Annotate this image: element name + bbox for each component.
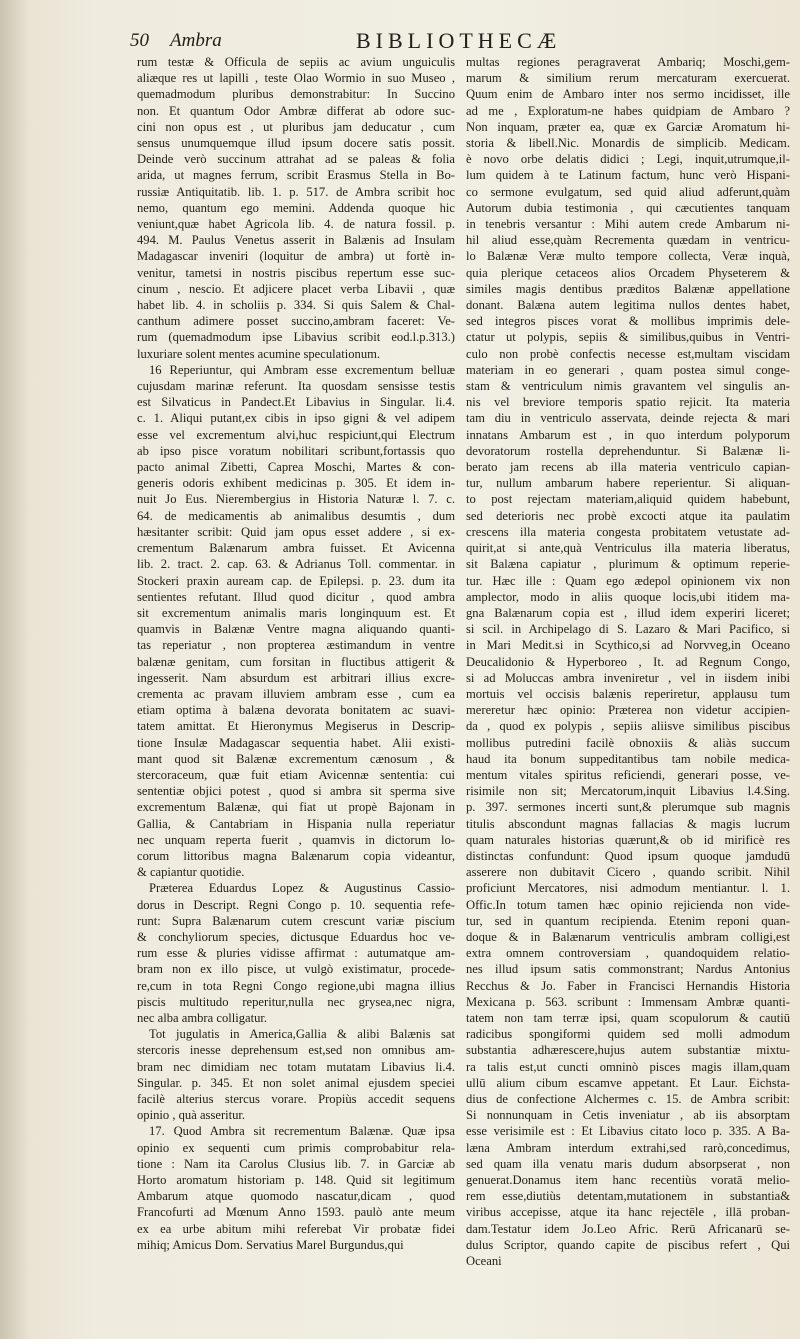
text-line: est Silvaticus in Pandect.Et Libavius in Singular. li.4.: [137, 395, 455, 410]
text-line: Præterea Eduardus Lopez & Augustinus Cassio-: [149, 881, 455, 896]
text-line: nes illud ipsum satis commonstrant; Nardus Antonius: [466, 962, 790, 977]
text-line: hil aliud esse,quàm Recrementa quædam in ventricu-: [466, 233, 790, 248]
text-line: piscis multitudo reperitur,nulla nec grysea,nec nigra,: [137, 994, 455, 1009]
text-line: Non inquam, præter ea, quæ ex Garciæ Aromatum hi-: [466, 119, 790, 134]
text-line: habet lib. 4. in scholiis p. 334. Si quis Salem & Chal-: [137, 298, 455, 313]
text-line: crementa ac pravam illuviem ambram esse , cum ea: [137, 686, 455, 701]
text-line: storia & libell.Nic. Monardis de simplicib. Medicam.: [466, 136, 790, 151]
text-line: crescens illa materia congesta probitatem vetustate ad-: [466, 524, 790, 539]
text-line: veniunt,quæ habet Agricola lib. 4. de natura fossil. p.: [137, 217, 455, 232]
text-line: donant. Balæna autem legitima nullos dentes habet,: [466, 298, 790, 313]
text-line: multas regiones peragraverat Ambariq; Moschi,gem-: [466, 55, 790, 69]
text-line: hæsitanter scribit: Quid jam opus esset addere , si ex-: [137, 524, 455, 539]
text-line: 64. de medicamentis ab animalibus desumtis , dum: [137, 508, 455, 523]
text-line: tatem non tam terræ ipsi, quam scopulorum & cautiū: [466, 1010, 790, 1025]
text-line: innatans Ambarum est , in quo interdum polyporum: [466, 427, 790, 442]
text-line: ullū alium cibum escamve appetant. Et Laur. Eichsta-: [466, 1075, 790, 1090]
text-line: quirit,at si ante,quà Ventriculus illa materia liberatus,: [466, 541, 790, 556]
text-line: si scil. in Archipelago di S. Lazaro & Mari Pacifico, si: [466, 622, 790, 637]
running-title: BIBLIOTHECÆ: [356, 28, 562, 53]
text-line: lo Balænæ Veræ multo tempore collecta, Veræ inquà,: [466, 249, 790, 264]
text-line: Singular. p. 345. Et non solet animal ejusdem speciei: [137, 1075, 455, 1090]
text-line: 16 Reperiuntur, qui Ambram esse excrementum belluæ: [149, 362, 455, 377]
text-line: facilè alterius stercus vorare. Propiùs accedit sequens: [137, 1092, 455, 1106]
left-text-column: [137, 54, 455, 1253]
text-line: mereretur hæc opinio: Præterea non videtur accipien-: [466, 703, 790, 718]
text-line: mentum vitales spiritus reficiendi, generari posse, ve-: [466, 767, 790, 782]
text-line: re,cum in tota Regni Congo regione,ubi magna illius: [137, 978, 455, 993]
text-line: nuit Jo Eus. Nierembergius in Historia Naturæ l. 7. c.: [137, 492, 455, 507]
text-line: Francofurti ad Mœnum Anno 1593. paulò ante meum: [137, 1205, 455, 1220]
text-line: in Mari Medit.si in Scythico,si ad Norvveg,in Oceano: [466, 638, 790, 653]
text-line: russiæ Antiquitatib. lib. 1. p. 517. de Ambra scribit hoc: [137, 184, 455, 199]
text-line: opinio ex sequenti cum primis comprobabitur rela-: [137, 1140, 455, 1155]
text-line: stam & ventriculum nimis gravantem vel singulis an-: [466, 379, 790, 394]
text-line: Deinde verò succinum attrahat ad se paleas & folia: [137, 152, 455, 167]
text-line: & conchyliorum species, dictusque Eduardus hoc ve-: [137, 929, 455, 944]
text-line: balænæ genitam, cum forsitan in fluctibus attigerit &: [137, 654, 455, 669]
text-line: dius de confectione Alchermes c. 15. de Ambra scribit:: [466, 1092, 790, 1106]
text-line: tur, nullum ambarum habere reperientur. Si aliquan-: [466, 476, 790, 491]
text-line: devoratorum rostella deprehenduntur. Si Balænæ li-: [466, 443, 790, 458]
text-line: tione : Nam ita Carolus Clusius lib. 7. in Garciæ ab: [137, 1156, 455, 1171]
text-line: titulis abscondunt magnas fallacias & magis lucrum: [466, 816, 790, 831]
text-line: mortuis vel occisis balænis reperiretur, applausu tum: [466, 686, 790, 701]
text-line: sensus unumquemque illud ipsum docere satis possit.: [137, 136, 455, 151]
text-line: generis odoris exhibent medicinas p. 305. Et idem in-: [137, 476, 455, 491]
text-line: rum testæ & Officula de sepiis ac avium unguiculis: [137, 55, 455, 69]
text-line: sed integros pisces vorat & mollibus imprimis dele-: [466, 314, 790, 329]
text-line: arida, ut magnes ferrum, scribit Erasmus Stella in Bo-: [137, 168, 455, 183]
text-line: asserere non dubitavit Cicero , quando scribit. Nihil: [466, 865, 790, 880]
text-line: tur. Hæc ille : Quam ego ædepol opinionem vix non: [466, 573, 790, 588]
running-head-italic: Ambra: [170, 30, 222, 51]
page-number: 50: [130, 30, 149, 51]
text-line: distinctas confundunt: Quod ipsum quoque jamdudū: [466, 848, 790, 863]
text-line: si ad Moluccas ambra inveniretur , vel in iisdem inibi: [466, 670, 790, 685]
text-line: quamvis in Balænæ Ventre magna aliquando quanti-: [137, 622, 455, 637]
text-line: & capiantur quotidie.: [137, 865, 245, 880]
text-line: c. 1. Aliqui putant,ex cibis in ipso gigni & vel adipem: [137, 411, 455, 426]
text-line: rum esse & pluries vidisse affirmat : autumatque am-: [137, 946, 455, 961]
text-line: rem esse,diutiùs detentam,mutationem in substantia&: [466, 1189, 790, 1204]
text-line: etiam optima à balæna devorata bonitatem ac suavi-: [137, 703, 455, 718]
text-line: quemadmodum pluribus demonstrabitur: In Succino: [137, 87, 455, 102]
text-line: tas reperiatur , non propterea æstimandum in ventre: [137, 638, 455, 653]
text-line: ex ea urbe abitum mihi referebat Vir probatæ fidei: [137, 1221, 455, 1236]
text-line: Autorum dubia testimonia , qui cæcutientes tanquam: [466, 200, 790, 215]
text-line: stercoraceum, quæ fuit etiam Avicennæ sententia: cui: [137, 767, 455, 782]
text-line: ingesserit. Nam absurdum est arbitrari illius excre-: [137, 670, 455, 685]
text-line: Deucalidonio & Hyperboreo , It. ad Regnum Congo,: [466, 654, 790, 669]
text-line: amplector, modo in aliis quoque locis,ubi itidem ma-: [466, 589, 790, 604]
text-line: Stockeri praxin auream cap. de Epilepsi. p. 23. dum ita: [137, 573, 455, 588]
text-line: nec alba ambra colligatur.: [137, 1010, 268, 1025]
text-line: dorus in Descript. Regni Congo p. 10. sequentia refe-: [137, 897, 455, 912]
page-gutter-shadow: [0, 0, 30, 1339]
text-line: opinio , quà asseritur.: [137, 1108, 246, 1123]
text-line: luxuriare solent mentes acumine speculationum.: [137, 346, 381, 361]
text-line: bram non ex illo pisce, ut vulgò existimatur, procede-: [137, 962, 455, 977]
text-line: corum littoribus magna Balænarum copia videantur,: [137, 848, 455, 863]
text-line: berato jam recens ab illa materia ventriculo capian-: [466, 460, 790, 475]
text-line: haud ita bonum suppeditantibus tam nobile medica-: [466, 751, 790, 766]
text-line: ab ipso pisce voratum nobilitari scribunt,fortassis quo: [137, 443, 455, 458]
text-line: excrementum Balænæ, qui fiat ut propè Bajonam in: [137, 800, 455, 815]
text-line: esse verisimile est : Et Libavius citato loco p. 335. A Ba-: [466, 1124, 790, 1139]
text-line: Oceani: [466, 1254, 502, 1269]
text-line: similes magis dentibus præditos Balænæ appellatione: [466, 281, 790, 296]
text-line: aliæque res ut lapilli , teste Olao Wormio in suo Museo ,: [137, 71, 455, 86]
text-line: mihiq; Amicus Dom. Servatius Marel Burgundus,qui: [137, 1237, 404, 1252]
text-line: substantia adhærescere,hujus autem substantiæ mixtu-: [466, 1043, 790, 1058]
text-line: Gallia, & Cantabriam in Hispania nulla reperiatur: [137, 816, 455, 831]
text-line: tione Insulæ Madagascar sequentia habet. Alii existi-: [137, 735, 455, 750]
text-line: Mexicana p. 563. scribunt : Immensam Ambræ quanti-: [466, 994, 790, 1009]
text-line: cinum , nescio. Et adjicere placet verba Libavii , quæ: [137, 281, 455, 296]
text-line: risimile non sit; Mercatorum,inquit Libavius l.4.Sing.: [466, 784, 790, 799]
text-line: Horto aromatum historiam p. 148. Quid sit legitimum: [137, 1173, 455, 1188]
text-line: tam diu in ventriculo asservata, deinde rejecta & mari: [466, 411, 790, 426]
text-line: sit excrementum animalis maris longinquum est. Et: [137, 605, 455, 620]
text-line: venitur, tametsi in nostris piscibus repertum esse suc-: [137, 265, 455, 280]
text-line: to post rejectam materiam,aliquid quidem habebunt,: [466, 492, 790, 507]
text-line: nis vel breviore temporis spatio rejicit. Ita materia: [466, 395, 790, 410]
text-line: ctatur ut polypis, sepiis & similibus,quibus in Ventri-: [466, 330, 790, 345]
text-line: lib. 2. tract. 2. cap. 63. & Adrianus Toll. commentar. in: [137, 557, 455, 572]
text-line: genuerat.Donamus item hanc recentiùs voratā melio-: [466, 1173, 790, 1188]
text-line: p. 397. sermones incerti sunt,& plerumque sub magnis: [466, 800, 790, 815]
text-line: è novo orbe delatis didici ; Legi, inquit,utrumque,il-: [466, 152, 790, 167]
text-line: ad me , Exploratum-ne habes quidpiam de Ambaro ?: [466, 103, 790, 118]
text-line: Ambarum atque quomodo nascatur,dicam , quod: [137, 1189, 455, 1204]
text-line: 494. M. Paulus Venetus asserit in Balænis ad Insulam: [137, 233, 455, 248]
text-line: nec unquam reperta fuerit , quamvis in dictorum lo-: [137, 832, 455, 847]
text-line: rum (quemadmodum ipse Libavius scribit eod.l.p.313.): [137, 330, 455, 345]
text-line: dulus Scriptor, quando capite de piscibus refert , Qui: [466, 1237, 790, 1252]
text-line: mollibus putredini facilè obnoxiis & aliàs succum: [466, 735, 790, 750]
text-line: marum & similium rerum mercaturam exercuerat.: [466, 71, 790, 86]
text-line: Tot jugulatis in America,Gallia & alibi Balænis sat: [149, 1027, 455, 1042]
text-line: 17. Quod Ambra sit recrementum Balænæ. Quæ ipsa: [149, 1124, 455, 1139]
text-line: quam naturales historias quærunt,& ob id mirificè res: [466, 832, 790, 847]
text-line: runt: Supra Balænarum cutem crescunt variæ piscium: [137, 913, 455, 928]
text-line: tatem amittat. Et Hieronymus Megiserus in Descrip-: [137, 719, 455, 734]
text-line: nemo, quantum ego memini. Addenda quoque hic: [137, 200, 455, 215]
text-line: bram nec dimidiam nec totam mutatam Libavius li.4.: [137, 1059, 455, 1074]
text-line: canthum adimere posset succino,ambram faceret: Ve-: [137, 314, 455, 329]
text-line: Madagascar inveniri (loquitur de ambra) ut fortè in-: [137, 249, 455, 264]
text-line: pacto animal Zibetti, Caprea Moschi, Martes & con-: [137, 460, 455, 475]
text-line: ra talis est,ut cuncti omninò pisces magis illam,quam: [466, 1059, 790, 1074]
text-line: stercoris inesse deprehensum est,sed non omnibus am-: [137, 1043, 455, 1058]
text-line: proficiunt Mercatores, nisi admodum mentiantur. l. 1.: [466, 881, 790, 896]
text-line: cujusdam marinæ referunt. Ita quosdam sensisse testis: [137, 379, 455, 394]
text-line: læna Ambram interdum extrahi,sed rarò,concedimus,: [466, 1140, 790, 1155]
text-line: lum quidem à te Latinum factum, hunc verò Hispani-: [466, 168, 790, 183]
text-line: sed quam illa venatu maris dudum absorpserat , non: [466, 1156, 790, 1171]
text-line: culo non probè confectis necesse est,multam viscidam: [466, 346, 790, 361]
text-line: sed deterioris nec probè excocti atque ita paulatim: [466, 508, 790, 523]
text-line: quia plerique cetaceos alios Orcadem Physeterem &: [466, 265, 790, 280]
text-line: doque & in Balænarum ventriculis ambram colligi,est: [466, 929, 790, 944]
text-line: Si nonnunquam in Cetis inveniatur , ab iis absorptam: [466, 1108, 790, 1123]
text-line: Offic.In totum tamen hæc opinio rejicienda non vide-: [466, 897, 790, 912]
text-line: gna Balænarum copia est , illud idem experiri liceret;: [466, 605, 790, 620]
text-line: Recchus & Jo. Faber in Francisci Hernandis Historia: [466, 978, 790, 993]
text-line: tur, sed in quantum recipienda. Etenim reponi quan-: [466, 913, 790, 928]
text-line: mant quod sit Balænæ excrementum cænosum , &: [137, 751, 455, 766]
text-line: sentientes refutant. Illud quod dicitur , quod ambra: [137, 589, 455, 604]
text-line: radicibus spongiformi quidem sed molli admodum: [466, 1027, 790, 1042]
right-text-column: [466, 54, 790, 1269]
text-line: co sermone evulgatum, sed quid aliud adferunt,quàm: [466, 184, 790, 199]
running-header: [130, 26, 570, 54]
text-line: da , quod ex polypis , sepiis aliisve similibus piscibus: [466, 719, 790, 734]
text-line: dam.Testatur idem Jo.Leo Afric. Rerū Africanarū se-: [466, 1221, 790, 1236]
text-line: cini non opus est , ut pluribus jam deducatur , cum: [137, 119, 455, 134]
text-line: viribus accepisse, atque ita hanc rejectēle , illā proban-: [466, 1205, 790, 1220]
text-line: in tenebris versantur : Mihi autem crede Ambarum ni-: [466, 217, 790, 232]
text-line: materiam in eo generari , quam postea simul conge-: [466, 362, 790, 377]
text-line: non. Et quantum Odor Ambræ differat ab odore suc-: [137, 103, 455, 118]
text-line: sit Balæna capiatur , plurimum & optimum reperie-: [466, 557, 790, 572]
text-line: esse vel excrementum alvi,huc respiciunt,qui Electrum: [137, 427, 455, 442]
text-line: Quum enim de Ambaro inter nos sermo incidisset, ille: [466, 87, 790, 102]
text-line: crementum Balænarum ambra fuisset. Et Avicenna: [137, 541, 455, 556]
text-line: extra omnem controversiam , quandoquidem relatio-: [466, 946, 790, 961]
text-line: sententiæ objici potest , quod si ambra sit sperma sive: [137, 784, 455, 799]
